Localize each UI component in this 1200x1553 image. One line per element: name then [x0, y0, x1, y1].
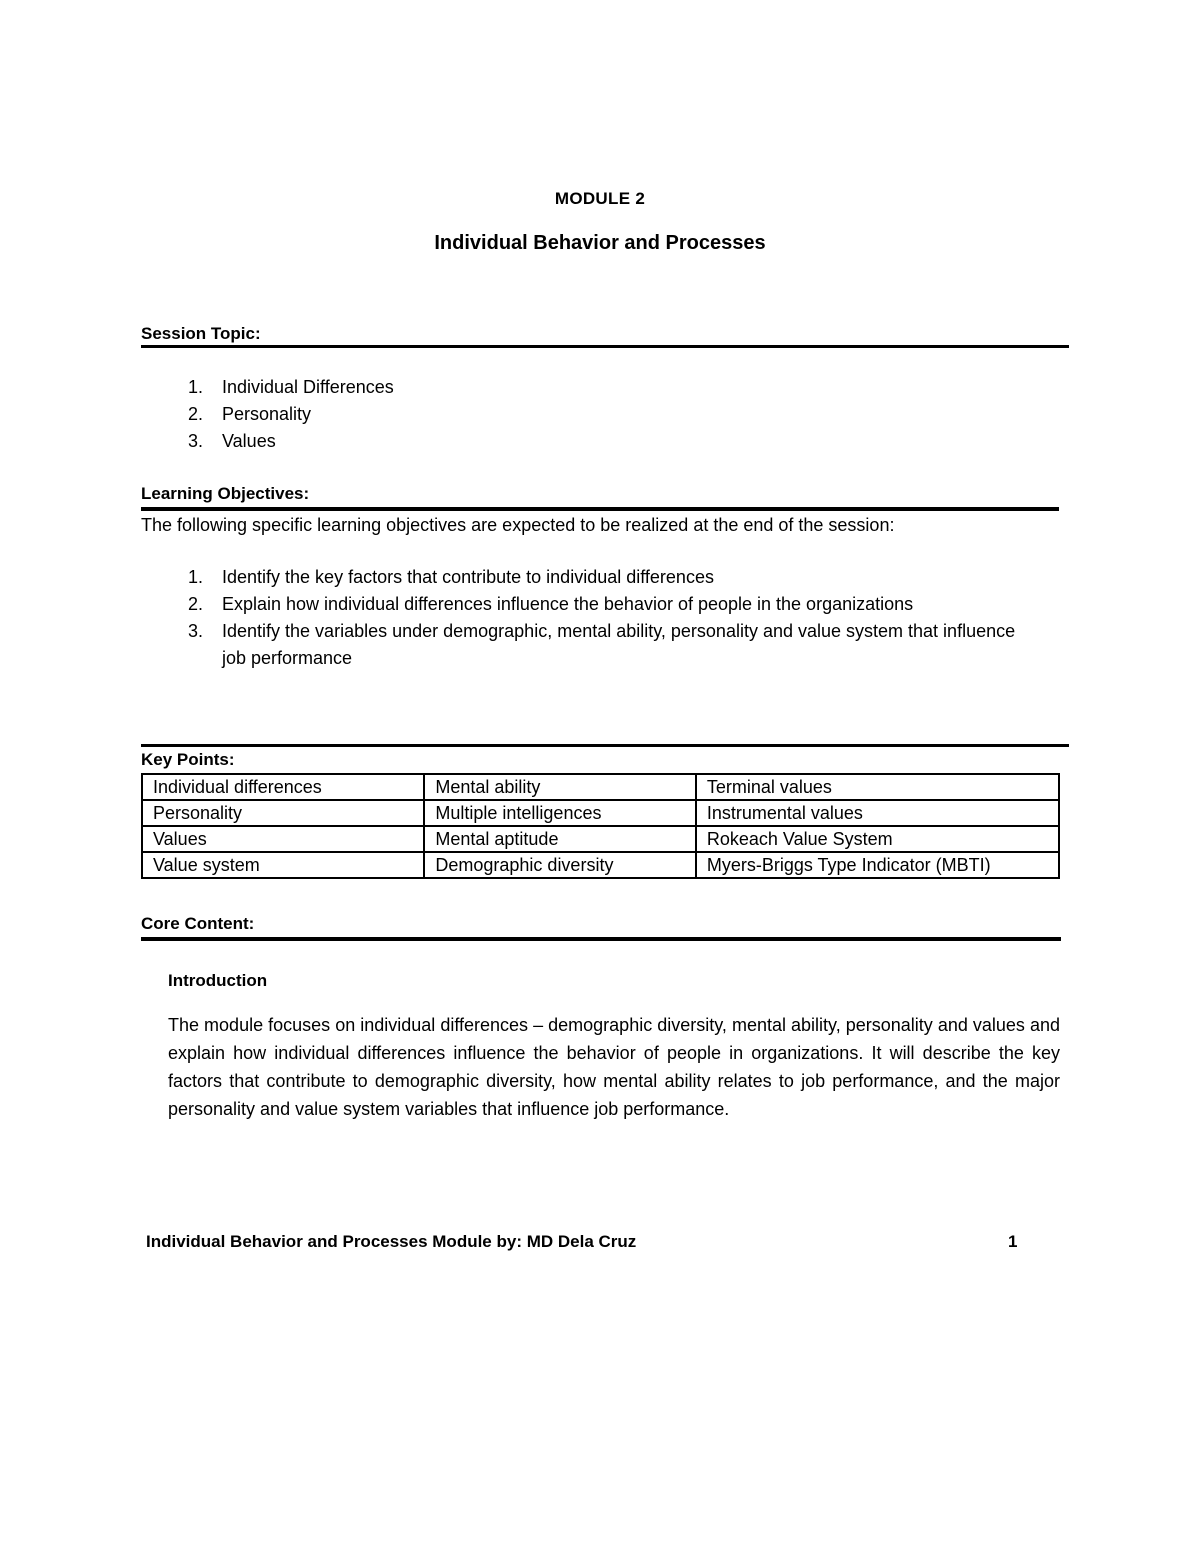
list-item: [188, 564, 1048, 591]
list-number: 2.: [188, 594, 204, 614]
page-number: 1: [1008, 1232, 1018, 1251]
list-text: Identify the key factors that contribute to individual differences: [222, 567, 714, 587]
session-topic-rule: [141, 345, 1069, 348]
list-text: Individual Differences: [222, 377, 394, 397]
table-row: [142, 774, 1059, 800]
table-cell: Values: [142, 826, 424, 852]
table-cell: Multiple intelligences: [424, 800, 695, 826]
introduction-heading: Introduction: [168, 971, 268, 990]
table-cell: Instrumental values: [696, 800, 1059, 826]
list-text: Explain how individual differences influence the behavior of people in the organizations: [222, 594, 914, 614]
list-item: [188, 374, 394, 401]
list-item: [188, 618, 1027, 672]
list-number: 2.: [188, 404, 204, 424]
key-points-rule: [141, 744, 1069, 747]
table-cell: Terminal values: [696, 774, 1059, 800]
core-content-heading: Core Content:: [141, 914, 255, 933]
key-points-heading: Key Points:: [141, 750, 235, 769]
table-row: [142, 826, 1059, 852]
table-cell: Mental ability: [424, 774, 695, 800]
session-topic-list: [188, 374, 394, 455]
list-text: Values: [222, 431, 276, 451]
table-row: [142, 800, 1059, 826]
list-number: 3.: [188, 431, 204, 451]
table-cell: Rokeach Value System: [696, 826, 1059, 852]
list-number: 1.: [188, 377, 204, 397]
table-row: [142, 852, 1059, 878]
core-content-rule: [141, 937, 1061, 941]
table-cell: Value system: [142, 852, 424, 878]
module-label: MODULE 2: [554, 189, 646, 208]
learning-objectives-rule: [141, 507, 1059, 511]
introduction-paragraph: The module focuses on individual differences – demographic diversity, mental ability, personality and values and explain how individual differences influence the behavior of people in organizations. It will describe the key factors that contribute to demographic diversity, how mental ability relates to job performance, and the major personality and value system variables that influence job performance.: [168, 1015, 1060, 1119]
table-cell: Myers-Briggs Type Indicator (MBTI): [696, 852, 1059, 878]
table-cell: Individual differences: [142, 774, 424, 800]
list-number: 3.: [188, 621, 204, 641]
footer-text: Individual Behavior and Processes Module by: MD Dela Cruz: [146, 1232, 637, 1251]
table-cell: Demographic diversity: [424, 852, 695, 878]
key-points-table: [141, 773, 1060, 879]
list-text: Personality: [222, 404, 312, 424]
list-number: 1.: [188, 567, 204, 587]
learning-objectives-heading: Learning Objectives:: [141, 484, 310, 503]
table-cell: Personality: [142, 800, 424, 826]
table-cell: Mental aptitude: [424, 826, 695, 852]
learning-objectives-intro: The following specific learning objectives are expected to be realized at the end of the session:: [141, 515, 895, 535]
list-item: [188, 591, 1048, 618]
learning-objectives-list: [188, 564, 1048, 672]
list-item: [188, 401, 394, 428]
page-title: Individual Behavior and Processes: [434, 232, 766, 254]
list-item: [188, 428, 394, 455]
session-topic-heading: Session Topic:: [141, 324, 261, 343]
list-text: Identify the variables under demographic, mental ability, personality and value system that influence job performance: [222, 621, 1016, 668]
